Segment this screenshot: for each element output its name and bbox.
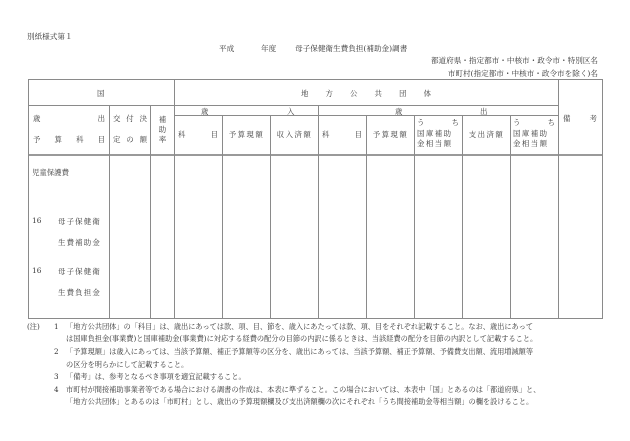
- header-char: 地: [301, 89, 309, 98]
- header-char: ち: [451, 118, 459, 127]
- revenue-group-header-left: 歳: [201, 107, 209, 116]
- title-year-suffix: 年度: [261, 44, 277, 53]
- notes-label: (注): [27, 322, 40, 331]
- note-2-number: 2: [54, 347, 59, 356]
- expenditure-group-header-right: 出: [480, 107, 488, 116]
- header-char: う: [417, 118, 425, 127]
- title-name: 母子保健衛生費負担(補助金)調書: [295, 44, 408, 53]
- revenue-received-amount-header: 収入済額: [276, 130, 313, 139]
- revenue-budget-amount-header: 予算現額: [228, 130, 265, 139]
- national-subsidy-equivalent-header-1: [417, 118, 459, 150]
- header-char: 目: [354, 130, 362, 139]
- note-1-number: 1: [54, 322, 59, 331]
- header-char: 目: [210, 130, 218, 139]
- local-government-group-header: [301, 88, 431, 99]
- expenditure-item-header: [322, 129, 362, 140]
- header-char: 科: [322, 130, 330, 139]
- header-char: 公: [350, 89, 358, 98]
- item2-number: 16: [32, 266, 42, 275]
- header-char: 補: [158, 115, 167, 124]
- budget-item-header-bottom: [33, 134, 105, 145]
- note-3-line1: 「備考」は、参考となるべき事項を適宜記載すること。: [66, 372, 246, 381]
- col-border: [558, 79, 559, 319]
- item1-number: 16: [32, 216, 42, 225]
- header-char: 決: [139, 114, 147, 123]
- header-char: 付: [126, 114, 134, 123]
- expenditure-budget-amount-header: 予算現額: [372, 130, 409, 139]
- municipality-name-label: 市町村(指定都市・中核市・政令市を除く)名: [447, 69, 598, 78]
- header-char: 率: [158, 135, 167, 144]
- header-char: 予: [33, 135, 41, 144]
- col-border: [510, 115, 511, 318]
- col-border: [109, 105, 110, 318]
- header-char: 科: [76, 135, 84, 144]
- header-char: 備: [563, 114, 571, 123]
- item2-name-line1: 母子保健衛: [58, 267, 101, 276]
- title-era: 平成: [219, 44, 235, 53]
- header-line: 金相当額: [417, 139, 453, 148]
- table-top-border: [28, 79, 603, 80]
- header-char: の: [126, 135, 134, 144]
- header-line: 国庫補助: [513, 128, 549, 138]
- grant-decision-header-top: [113, 113, 147, 124]
- revenue-item-header: [178, 129, 218, 140]
- expenditure-group-header-left: 歳: [395, 107, 403, 116]
- note-4-number: 4: [54, 385, 59, 394]
- remarks-header: [563, 113, 597, 124]
- header-char: う: [513, 118, 521, 127]
- header-char: 方: [325, 89, 333, 98]
- col-border: [602, 79, 603, 319]
- item1-name-line1: 母子保健衛: [58, 217, 101, 226]
- spent-amount-header: 支出済額: [468, 130, 505, 139]
- document-title: [219, 43, 407, 54]
- header-line: 金相当額: [513, 139, 549, 148]
- subsidy-rate-header: [151, 115, 174, 145]
- header-char: 助: [158, 125, 167, 134]
- budget-item-header-top: [33, 113, 105, 124]
- header-char: 共: [374, 89, 382, 98]
- item2-name-line2: 生費負担金: [58, 288, 101, 297]
- col-border: [366, 115, 367, 318]
- form-label: 別紙様式第１: [27, 32, 73, 41]
- note-2-line1: 「予算現額」は歳入にあっては、当該予算額、補正予算額等の区分を、歳出にあっては、当該予算額、補正予算額、予備費支出額、流用増減額等: [66, 347, 534, 356]
- revenue-group-header-right: 入: [287, 107, 295, 116]
- header-char: 目: [97, 135, 105, 144]
- prefecture-name-label: 都道府県・指定都市・中核市・政令市・特別区名: [430, 56, 598, 65]
- item1-name-line2: 生費補助金: [58, 238, 101, 247]
- header-line: 国庫補助: [417, 128, 453, 138]
- table-bottom-border: [28, 318, 603, 319]
- header-char: 算: [54, 135, 62, 144]
- note-4-line2: 「地方公共団体」とあるのは「市町村」とし、歳出の予算現額欄及び支出済額欄の次にそれぞれ「うち間接補助金等相当額」の欄を設けること。: [66, 397, 534, 406]
- col-border: [318, 105, 319, 318]
- col-border: [174, 79, 175, 319]
- note-1-line2: は国庫負担金(事業費)と国庫補助金(事業費)に対応する経費の配分の目節の内訳に係るときは、当該経費の配分を目節の内訳として記載すること。: [66, 334, 538, 343]
- header-char: 出: [97, 114, 105, 123]
- col-border: [462, 115, 463, 318]
- header-char: 考: [589, 114, 597, 123]
- note-4-line1: 市町村が間接補助事業者等である場合における調書の作成は、本表に準ずること。この場合においては、本表中「国」とあるのは「都道府県」と、: [66, 385, 541, 394]
- note-1-line1: 「地方公共団体」の「科目」は、歳出にあっては款、項、目、節を、歳入にあたっては款、項、目をそれぞれ記載すること。なお、歳出にあって: [66, 322, 534, 331]
- header-bottom-border: [28, 154, 603, 156]
- col-border: [222, 115, 223, 318]
- note-3-number: 3: [54, 372, 59, 381]
- grant-decision-header-bottom: [113, 134, 147, 145]
- col-border: [28, 79, 29, 319]
- header-char: 科: [178, 130, 186, 139]
- national-group-header: 国: [97, 89, 105, 98]
- category-child-protection: 児童保護費: [32, 168, 69, 177]
- header-char: ち: [547, 118, 555, 127]
- header-char: 団: [399, 89, 407, 98]
- col-border: [414, 115, 415, 318]
- header-char: 定: [113, 135, 121, 144]
- national-subsidy-equivalent-header-2: [513, 118, 555, 150]
- note-2-line2: の区分を明らかにして記載すること。: [66, 360, 189, 369]
- header-char: 額: [139, 135, 147, 144]
- col-border: [270, 115, 271, 318]
- header-char: 交: [113, 114, 121, 123]
- header-char: 歳: [33, 114, 41, 123]
- header-char: 体: [423, 89, 431, 98]
